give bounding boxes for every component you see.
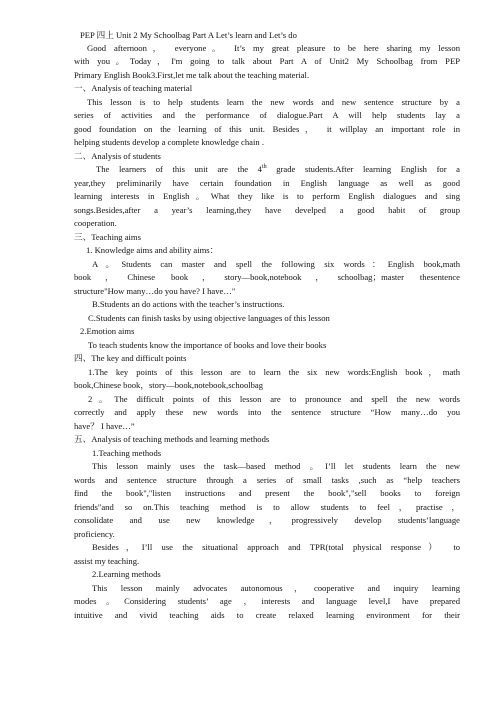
- paragraph-line: proficiency.: [74, 529, 115, 539]
- paragraph-line: learning interests in English。What they like is to perform English dialogues and sing: [74, 191, 460, 201]
- paragraph-line: songs.Besides,after a year’s learning,they have develped a good habit of group: [74, 205, 460, 215]
- paragraph-line: intuitive and vivid teaching aids to create relaxed learning environment for their: [74, 610, 460, 620]
- paragraph-line: This lesson mainly advocates autonomous，cooperative and inquiry learning: [92, 583, 460, 593]
- paragraph-line: friends"and so on.This teaching method is to allow students to feel，practise，: [74, 502, 460, 512]
- paragraph-line: book，Chinese book，story—book,notebook，schoolbag；master thesentence: [74, 272, 460, 282]
- paragraph-line: The learners of this unit are the 4th grade students.After learning English for a: [96, 164, 460, 174]
- paragraph-line: C.Students can finish tasks by using objective languages of this lesson: [88, 313, 330, 323]
- paragraph-line: Primary English Book3.First,let me talk about the teaching material.: [74, 70, 310, 80]
- paragraph-line: year,they preliminarily have certain foundation in English language as well as good: [74, 178, 460, 188]
- paragraph-line: have？ I have…”: [74, 421, 135, 431]
- paragraph-line: book,Chinese book，story—book,notebook,schoolbag: [74, 380, 264, 390]
- paragraph-line: A。Students can master and spell the following six words：English book,math: [92, 259, 460, 269]
- section-heading: 三、Teaching aims: [74, 232, 141, 242]
- section-heading: 二、Analysis of students: [74, 151, 161, 161]
- subheading: 2.Learning methods: [92, 569, 161, 579]
- section-heading: 四、The key and difficult points: [74, 353, 187, 363]
- subheading: 2.Emotion aims: [80, 326, 135, 336]
- paragraph-line: with you。Today，I'm going to talk about Part A of Unit2 My Schoolbag from PEP: [74, 56, 460, 66]
- paragraph-line: B.Students an do actions with the teacher’s instructions.: [92, 299, 285, 309]
- paragraph-line: correctly and apply these new words into the sentence structure “How many…do you: [74, 407, 460, 417]
- paragraph-line: This lesson is to help students learn the new words and new sentence structure by a: [87, 97, 460, 107]
- paragraph-line: words and sentence structure through a series of small tasks ,such as “help teachers: [74, 475, 460, 485]
- paragraph-line: 1.The key points of this lesson are to learn the six new words:English book，math: [88, 367, 460, 377]
- doc-title: PEP 四上 Unit 2 My Schoolbag Part A Let’s learn and Let’s do: [80, 30, 297, 40]
- paragraph-line: This lesson mainly uses the task—based method 。I’ll let students learn the new: [92, 461, 460, 471]
- section-heading: 五、Analysis of teaching methods and learning methods: [74, 434, 270, 444]
- paragraph-line: cooperation.: [74, 218, 117, 228]
- paragraph-line: helping students develop a complete knowledge chain .: [74, 137, 264, 147]
- paragraph-line: Good afternoon， everyone。 It’s my great pleasure to be here sharing my lesson: [87, 43, 460, 53]
- paragraph-line: structure"How many…do you have? I have…": [74, 286, 236, 296]
- subheading: 1. Knowledge aims and ability aims：: [86, 245, 219, 255]
- paragraph-line: modes。Considering students’ age ，interests and language level,I have prepared: [74, 596, 460, 606]
- paragraph-line: consolidate and use new knowledge，progressively develop students’language: [74, 515, 460, 525]
- paragraph-line: To teach students know the importance of books and love their books: [88, 340, 327, 350]
- paragraph-line: 2。The difficult points of this lesson are to pronounce and spell the new words: [88, 394, 460, 404]
- paragraph-line: assist my teaching.: [74, 556, 140, 566]
- subheading: 1.Teaching methods: [92, 448, 162, 458]
- section-heading: 一、Analysis of teaching material: [74, 83, 193, 93]
- paragraph-line: series of activities and the performance of dialogue.Part A will help students lay a: [74, 110, 460, 120]
- paragraph-line: find the book","listen instructions and present the book","sell books to foreign: [74, 488, 460, 498]
- paragraph-line: Besides，I’ll use the situational approach and TPR(total physical response） to: [92, 542, 460, 552]
- paragraph-line: good foundation on the learning of this unit. Besides， it willplay an important role in: [74, 124, 460, 134]
